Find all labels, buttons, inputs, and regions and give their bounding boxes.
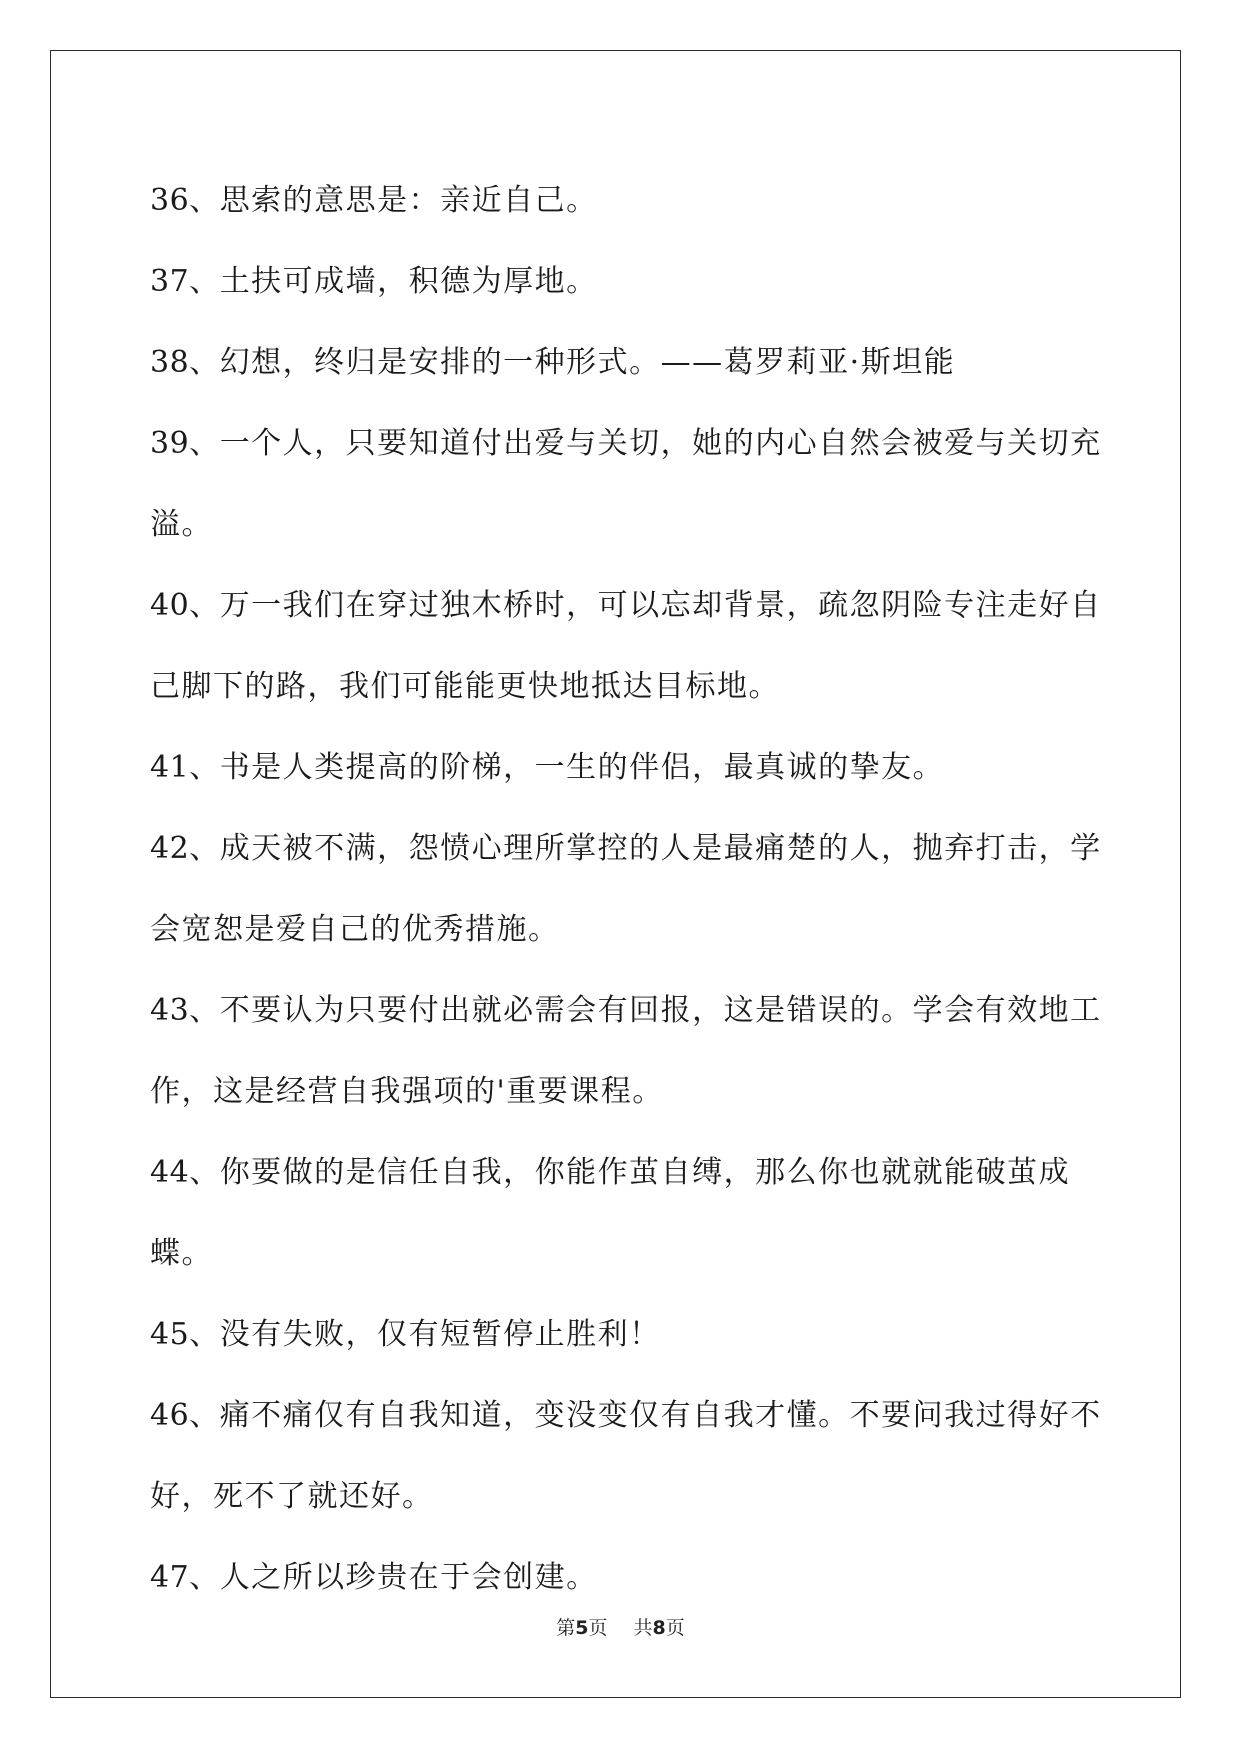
item-text: 幻想，终归是安排的一种形式。——葛罗莉亚·斯坦能	[219, 345, 956, 380]
document-body	[150, 160, 1110, 1618]
page-suffix: 页	[588, 1617, 608, 1639]
item-number: 46、	[150, 1398, 220, 1433]
list-item	[150, 160, 1110, 241]
list-item	[150, 322, 1110, 403]
page-total: 8	[652, 1617, 666, 1639]
list-item	[150, 808, 1110, 970]
item-number: 44、	[150, 1155, 220, 1190]
item-text: 万一我们在穿过独木桥时，可以忘却背景，疏忽阴险专注走好自己脚下的路，我们可能能更快地抵达目标地。	[150, 588, 1102, 704]
page-prefix: 第	[556, 1617, 576, 1639]
item-number: 36、	[150, 183, 220, 218]
item-number: 43、	[150, 993, 220, 1028]
item-number: 38、	[150, 345, 220, 380]
item-text: 痛不痛仅有自我知道，变没变仅有自我才懂。不要问我过得好不好，死不了就还好。	[150, 1398, 1102, 1514]
item-text: 不要认为只要付出就必需会有回报，这是错误的。学会有效地工作，这是经营自我强项的'重要课程。	[150, 993, 1102, 1109]
list-item	[150, 403, 1110, 565]
item-number: 40、	[150, 588, 220, 623]
page-current: 5	[575, 1617, 589, 1639]
list-item	[150, 1294, 1110, 1375]
item-text: 一个人，只要知道付出爱与关切，她的内心自然会被爱与关切充溢。	[150, 426, 1102, 542]
item-text: 你要做的是信任自我，你能作茧自缚，那么你也就就能破茧成蝶。	[150, 1155, 1071, 1271]
list-item	[150, 1132, 1110, 1294]
item-number: 42、	[150, 831, 220, 866]
item-text: 人之所以珍贵在于会创建。	[219, 1560, 598, 1595]
item-text: 成天被不满，怨愤心理所掌控的人是最痛楚的人，抛弃打击，学会宽恕是爱自己的优秀措施。	[150, 831, 1102, 947]
item-text: 思索的意思是：亲近自己。	[219, 183, 598, 218]
total-prefix: 共	[633, 1617, 653, 1639]
list-item	[150, 1375, 1110, 1537]
total-suffix: 页	[665, 1617, 685, 1639]
item-text: 土扶可成墙，积德为厚地。	[219, 264, 598, 299]
item-number: 39、	[150, 426, 220, 461]
page-footer	[0, 1613, 1241, 1640]
list-item	[150, 565, 1110, 727]
list-item	[150, 970, 1110, 1132]
item-number: 41、	[150, 750, 220, 785]
item-number: 45、	[150, 1317, 220, 1352]
list-item	[150, 1537, 1110, 1618]
item-text: 书是人类提高的阶梯，一生的伴侣，最真诚的挚友。	[219, 750, 945, 785]
item-number: 37、	[150, 264, 220, 299]
list-item	[150, 241, 1110, 322]
item-text: 没有失败，仅有短暂停止胜利！	[219, 1317, 661, 1352]
item-number: 47、	[150, 1560, 220, 1595]
list-item	[150, 727, 1110, 808]
